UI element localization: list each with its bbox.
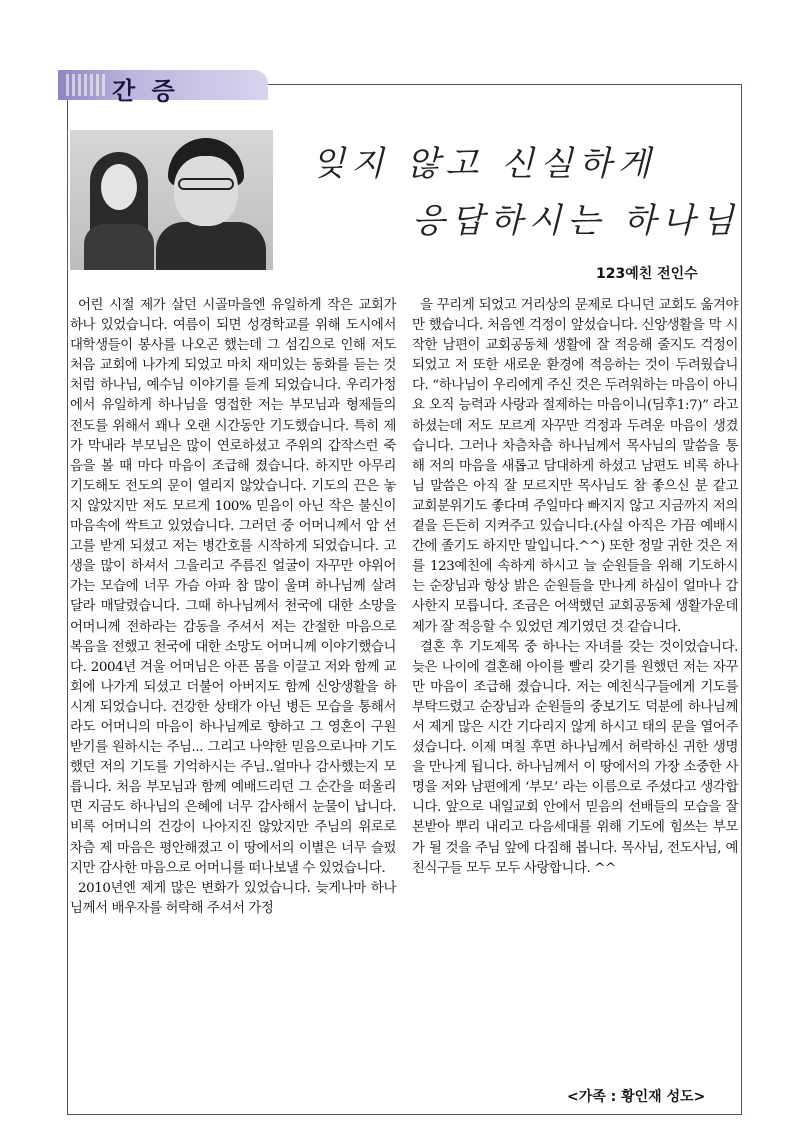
couple-photo (70, 130, 273, 270)
photo-woman-face (101, 164, 137, 210)
photo-woman-body (84, 224, 154, 270)
headline-line-2: 응답하시는 하나님 (412, 201, 740, 241)
family-note: <가족 : 황인재 성도> (567, 1089, 706, 1105)
body-paragraph: 어린 시절 제가 살던 시골마을엔 유일하게 작은 교회가 하나 있었습니다. 여름이 되면 성경학교를 위해 도시에서 대학생들이 봉사를 나오곤 했는데 그 섬김으로 인해 저도 처음 교회에 나가게 되었고 마치 재미있는 동화를 듣는 것처럼 하나님, 예수님 이야기를 듣게 되었습니다. 우리가정에서 유일하게 하나님을 영접한 저는 부모님과 형제들의 전도를 위해서 꽤나 오랜 시간동안 기도했습니다. 특히 제가 막내라 부모님은 많이 연로하셨고 주위의 갑작스런 죽음을 볼 때 마다 마음이 조급해 졌습니다. 하지만 아무리 기도해도 전도의 문이 열리지 않았습니다. 기도의 끈은 놓지 않았지만 저도 모르게 100% 믿음이 아닌 작은 불신이 마음속에 싹트고 있었습니다. 그러던 중 어머니께서 암 선고를 받게 되셨고 저는 병간호를 시작하게 되었습니다. 고생을 많이 하셔서 그을리고 주름진 얼굴이 자꾸만 야위어 가는 모습에 너무 가슴 아파 참 많이 울며 하나님께 살려 달라 매달렸습니다. 그때 하나님께서 천국에 대한 소망을 어머니께 전하라는 감동을 주셔서 저는 간절한 마음으로 복음을 전했고 천국에 대한 소망도 어머니께 이야기했습니다. 2004년 겨울 어머님은 아픈 몸을 이끌고 저와 함께 교회에 나가게 되셨고 더불어 아버지도 함께 신앙생활을 하시게 되었습니다. 건강한 상태가 아닌 병든 모습을 통해서라도 어머니의 마음이 하나님께로 향하고 그 영혼이 구원받기를 원하시는 주님... 그리고 나약한 믿음으로나마 기도했던 저의 기도를 기억하시는 주님..얼마나 감사했는지 모릅니다. 처음 부모님과 함께 예배드리던 그 순간을 떠올리면 지금도 하나님의 은혜에 너무 감사해서 눈물이 납니다. 비록 어머니의 건강이 나아지진 않았지만 주님의 위로로 차츰 제 마음은 평안해졌고 이 땅에서의 이별은 너무 슬펐지만 감사한 마음으로 어머니를 떠나보낼 수 있었습니다. (70, 298, 396, 876)
section-tab-pattern-icon (66, 74, 108, 96)
section-title: 간 증 (112, 77, 179, 105)
body-paragraph: 을 꾸리게 되었고 거리상의 문제로 다니던 교회도 옮겨야만 했습니다. 처음엔 걱정이 앞섰습니다. 신앙생활을 막 시작한 남편이 교회공동체 생활에 잘 적응해 줄지도 걱정이 되었고 저 또한 새로운 환경에 적응하는 것이 두려웠습니다. “하나님이 우리에게 주신 것은 두려워하는 마음이 아니요 오직 능력과 사랑과 절제하는 마음이니(딤후1:7)” 라고 하셨는데 저도 모르게 자꾸만 걱정과 두려운 마음이 생겼습니다. 그러나 차츰차츰 하나님께서 목사님의 말씀을 통해 저의 마음을 새롭고 담대하게 하셨고 남편도 비록 하나님 말씀은 아직 잘 모르지만 목사님도 참 좋으신 분 같고 교회분위기도 좋다며 주일마다 빠지지 않고 지금까지 저의 곁을 든든히 지켜주고 있습니다.(사실 아직은 가끔 예배시간에 졸기도 하지만 말입니다.^^) 또한 정말 귀한 것은 저를 123예친에 속하게 하시고 늘 순원들을 위해 기도하시는 순장님과 항상 밝은 순원들을 만나게 하심이 얼마나 감사한지 모릅니다. 조금은 어색했던 교회공동체 생활가운데 제가 잘 적응할 수 있었던 계기였던 것 같습니다. (412, 298, 738, 635)
body-paragraph: 결혼 후 기도제목 중 하나는 자녀를 갖는 것이었습니다. 늦은 나이에 결혼해 아이를 빨리 갖기를 원했던 저는 자꾸만 마음이 조급해 졌습니다. 저는 예친식구들에게 기도를 부탁드렸고 순장님과 순원들의 중보기도 덕분에 하나님께서 제게 많은 시간 기다리지 않게 하시고 태의 문을 열어주셨습니다. 이제 며칠 후면 하나님께서 허락하신 귀한 생명을 만나게 됩니다. 하나님께서 이 땅에서의 가장 소중한 사명을 저와 남편에게 ‘부모’ 라는 이름으로 주셨다고 생각합니다. 앞으로 내일교회 안에서 믿음의 선배들의 모습을 잘 본받아 뿌리 내리고 다음세대를 위해 기도에 힘쓰는 부모가 될 것을 주님 앞에 다짐해 봅니다. 목사님, 전도사님, 예친식구들 모두 모두 사랑합니다. ^^ (412, 639, 738, 876)
photo-man-glasses (178, 178, 234, 190)
photo-man-body (156, 222, 266, 270)
body-column-right (412, 296, 738, 879)
body-paragraph: 2010년엔 제게 많은 변화가 있었습니다. 늦게나마 하나님께서 배우자를 허락해 주셔서 가정 (70, 880, 396, 916)
headline-line-1: 잊지 않고 신실하게 (312, 144, 657, 184)
author-byline: 123예친 전인수 (596, 266, 698, 282)
body-column-left (70, 296, 396, 919)
section-tab (58, 70, 268, 105)
photo-man-face (174, 156, 238, 226)
